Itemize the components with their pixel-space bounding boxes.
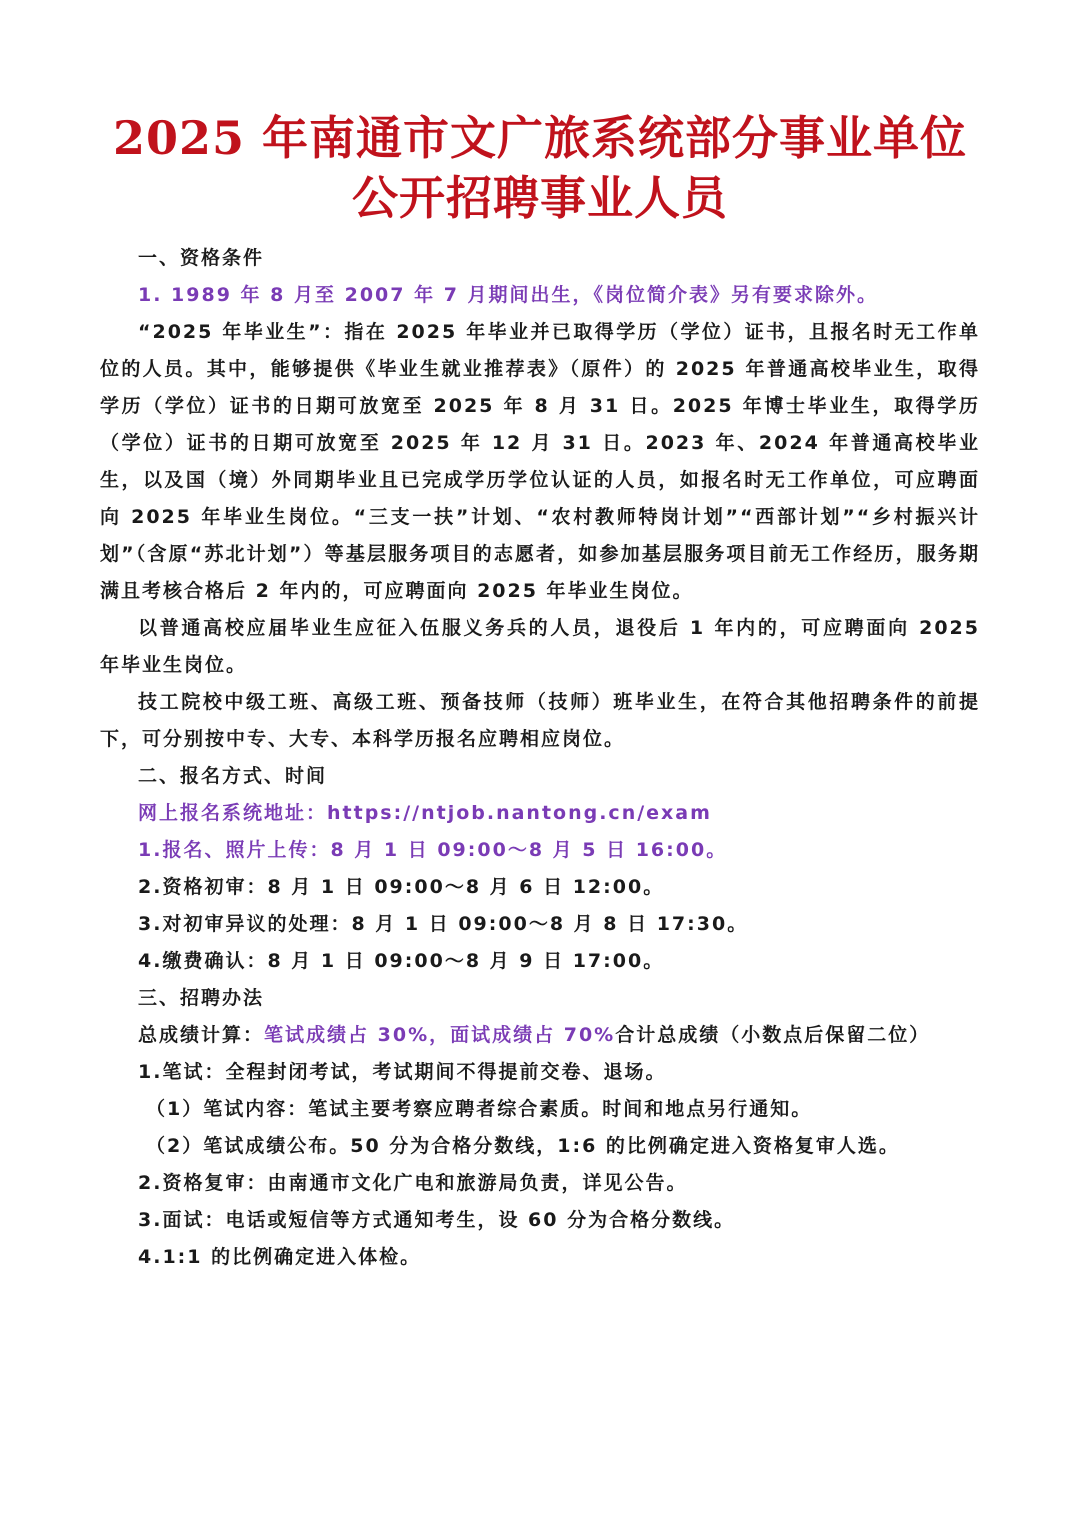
veteran-paragraph: 以普通高校应届毕业生应征入伍服义务兵的人员，退役后 1 年内的，可应聘面向 2025 年毕业生岗位。 (100, 617, 980, 676)
score-weighting: 笔试成绩占 30%，面试成绩占 70% (264, 1024, 616, 1046)
graduate-definition-paragraph: “2025 年毕业生”：指在 2025 年毕业并已取得学历（学位）证书，且报名时无工作单位的人员。其中，能够提供《毕业生就业推荐表》（原件）的 2025 年普通高校毕业生，取得学历（学位）证书的日期可放宽至 2025 年 8 月 31 日。2025 年博士毕业生，取得学历（学位）证书的日期可放宽至 2025 年 12 月 31 日。2023 年、2024 年普通高校毕业生，以及国（境）外同期毕业且已完成学历学位认证的人员，如报名时无工作单位，可应聘面向 2025 年毕业生岗位。“三支一扶”计划、“农村教师特岗计划”“西部计划”“乡村振兴计划”（含原“苏北计划”）等基层服务项目的志愿者，如参加基层服务项目前无工作经历，服务期满且考核合格后 2 年内的，可应聘面向 2025 年毕业生岗位。 (100, 321, 980, 602)
interview: 3.面试：电话或短信等方式通知考生，设 60 分为合格分数线。 (138, 1209, 736, 1231)
technical-school-paragraph: 技工院校中级工班、高级工班、预备技师（技师）班毕业生，在符合其他招聘条件的前提下，可分别按中专、大专、本科学历报名应聘相应岗位。 (100, 691, 980, 750)
score-prefix: 总成绩计算： (138, 1024, 265, 1046)
title-line-2: 公开招聘事业人员 (352, 171, 728, 225)
title-line-1: 2025 年南通市文广旅系统部分事业单位 (112, 111, 968, 165)
written-exam-content: （1）笔试内容：笔试主要考察应聘者综合素质。时间和地点另行通知。 (146, 1098, 813, 1120)
section-2-heading: 二、报名方式、时间 (138, 765, 328, 787)
document-body (100, 240, 980, 1276)
schedule-step-1: 1.报名、照片上传：8 月 1 日 09:00～8 月 5 日 16:00。 (138, 839, 728, 861)
written-exam-results: （2）笔试成绩公布。50 分为合格分数线，1:6 的比例确定进入资格复审人选。 (146, 1135, 900, 1157)
title-block (60, 108, 1020, 228)
total-score-paragraph (100, 1017, 980, 1054)
schedule-step-2: 2.资格初审：8 月 1 日 09:00～8 月 6 日 12:00。 (138, 876, 665, 898)
schedule-step-3: 3.对初审异议的处理：8 月 1 日 09:00～8 月 8 日 17:30。 (138, 913, 749, 935)
physical-exam: 4.1:1 的比例确定进入体检。 (138, 1246, 422, 1268)
eligibility-item-1: 1. 1989 年 8 月至 2007 年 7 月期间出生，《岗位简介表》另有要求除外。 (138, 284, 879, 306)
registration-url: 网上报名系统地址：https://ntjob.nantong.cn/exam (138, 802, 712, 824)
schedule-step-4: 4.缴费确认：8 月 1 日 09:00～8 月 9 日 17:00。 (138, 950, 665, 972)
written-exam: 1.笔试：全程封闭考试，考试期间不得提前交卷、退场。 (138, 1061, 667, 1083)
score-suffix: 合计总成绩（小数点后保留二位） (615, 1024, 931, 1046)
qualification-review: 2.资格复审：由南通市文化广电和旅游局负责，详见公告。 (138, 1172, 688, 1194)
section-1-heading: 一、资格条件 (138, 247, 265, 269)
section-3-heading: 三、招聘办法 (138, 987, 265, 1009)
